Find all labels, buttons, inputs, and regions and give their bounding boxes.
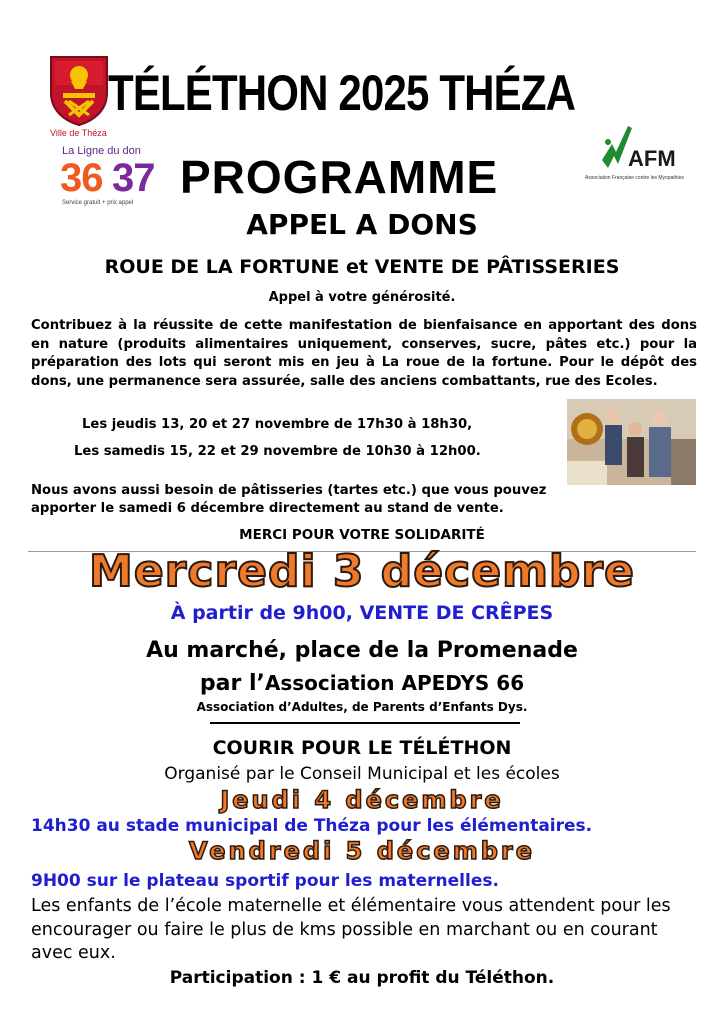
- association-line: [0, 671, 724, 696]
- generosite-line: Appel à votre générosité.: [268, 290, 456, 305]
- afm-subtitle: Association Française contre les Myopathies: [585, 175, 684, 181]
- ville-label: Ville de Théza: [50, 128, 107, 138]
- jeudi-heading: Jeudi 4 décembre: [220, 786, 504, 814]
- organise-line: Organisé par le Conseil Municipal et les écoles: [164, 764, 560, 784]
- theza-coat-of-arms-icon: [49, 55, 109, 127]
- appel-dons-heading: APPEL A DONS: [246, 208, 478, 241]
- participation-line: Participation : 1 € au profit du Téléthon.: [169, 968, 555, 988]
- marche-line: Au marché, place de la Promenade: [146, 638, 578, 663]
- ligne-number-left: 36: [60, 156, 103, 200]
- jeudis-schedule: Les jeudis 13, 20 et 27 novembre de 17h30 à 18h30,: [82, 417, 473, 432]
- programme-heading: PROGRAMME: [180, 151, 499, 203]
- patisseries-paragraph: Nous avons aussi besoin de pâtisseries (tartes etc.) que vous pouvez apporter le samedi 6 décembre directement au stand de vente.: [31, 483, 547, 516]
- ligne-number-right: 37: [112, 156, 155, 200]
- afm-label: AFM: [628, 146, 676, 171]
- service-label: Service gratuit + prix appel: [62, 200, 134, 206]
- ligne-du-don-label: La Ligne du don: [62, 145, 141, 157]
- stade-line: 14h30 au stade municipal de Théza pour les élémentaires.: [31, 816, 593, 836]
- volunteers-photo: [567, 399, 696, 485]
- mercredi-heading: Mercredi 3 décembre: [89, 546, 635, 597]
- page-title: TÉLÉTHON 2025 THÉZA: [108, 65, 576, 121]
- vendredi-heading: Vendredi 5 décembre: [189, 837, 535, 865]
- enfants-paragraph: Les enfants de l’école maternelle et élémentaire vous attendent pour les encourager ou faire le plus de kms possible en marchant ou en courant avec eux.: [31, 896, 671, 963]
- merci-line: MERCI POUR VOTRE SOLIDARITÉ: [239, 527, 485, 543]
- association-name: Association APEDYS 66: [264, 671, 525, 695]
- samedis-schedule: Les samedis 15, 22 et 29 novembre de 10h30 à 12h00.: [74, 444, 481, 459]
- plateau-line: 9H00 sur le plateau sportif pour les maternelles.: [31, 871, 499, 891]
- par-prefix: par l’: [199, 671, 265, 696]
- association-description: Association d’Adultes, de Parents d’Enfants Dys.: [196, 700, 528, 714]
- dons-paragraph: Contribuez à la réussite de cette manifestation de bienfaisance en apportant des dons en nature (produits alimentaires uniquement, conserves, sucre, pâtes etc.) pour la préparation des lots qui seront mis en jeu à La roue de la fortune. Pour le dépôt des dons, une permanence sera assurée, salle des anciens combattants, rue des Ecoles.: [31, 318, 697, 389]
- crepes-line: À partir de 9h00, VENTE DE CRÊPES: [170, 602, 554, 624]
- courir-heading: COURIR POUR LE TÉLÉTHON: [212, 737, 512, 759]
- roue-fortune-heading: ROUE DE LA FORTUNE et VENTE DE PÂTISSERIES: [104, 256, 620, 278]
- divider: [210, 722, 520, 724]
